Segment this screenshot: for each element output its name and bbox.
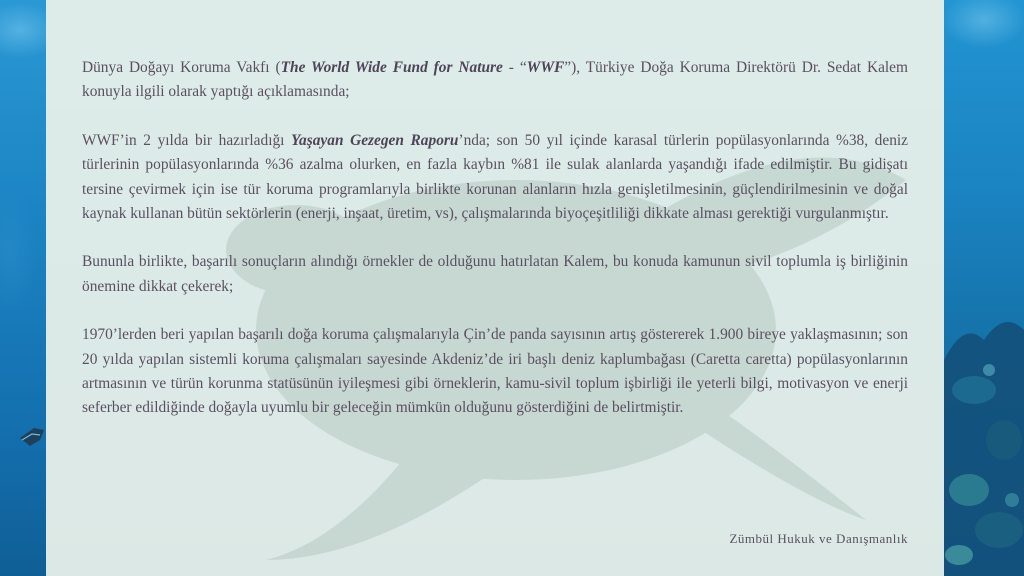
organization-name: The World Wide Fund for Nature [280, 59, 503, 76]
organization-acronym: WWF [526, 59, 565, 76]
company-signature: Zümbül Hukuk ve Danışmanlık [729, 531, 908, 546]
paragraph-4: 1970’lerden beri yapılan başarılı doğa koruma çalışmalarıyla Çin’de panda sayısının artış göstererek 1.900 bireye yaklaşmasının; son 20 yılda yapılan sistemli koruma çalışmaları sayesinde Akdeniz’de iri başlı deniz kaplumbağası (Caretta caretta) popülasyonlarının artmasının ve türün korunma statüsünün iyileşmesi gibi örneklerin, kamu-sivil toplum işbirliği ile yeterli bilgi, motivasyon ve enerji seferber edildiğinde doğayla uyumlu bir geleceğin mümkün olduğunu gösterdiğini de belirtmiştir. [82, 326, 908, 417]
ocean-background-right [944, 0, 1024, 576]
paragraph-1-text-c: ”), Türkiye Doğa Koruma Direktörü Dr. Sedat Kalem konuyla ilgili olarak yaptığı açıklamasında; [82, 59, 908, 101]
paragraph-2-text-b: ’nda; son 50 yıl içinde karasal türlerin popülasyonlarında %38, deniz türlerinin popülasyonlarında %36 azalma olurken, en fazla kaybın %81 ile sulak alanlarda yaşandığı ifade edilmiştir. Bu gidişatı tersine çevirmek için ise tür koruma programlarıyla birlikte korunan alanların hızla genişletilmesinin, güçlendirilmesinin ve doğal kaynak kullanan bütün sektörlerin (enerji, inşaat, üretim, vs), çalışmalarında biyoçeşitliliği dikkate alması gerektiği vurgulanmıştır. [82, 131, 908, 223]
text-panel [46, 0, 944, 576]
paragraph-1-text-b: - “ [502, 59, 527, 76]
paragraph-2 [82, 129, 908, 227]
fish-icon [18, 418, 46, 452]
article-body [82, 56, 908, 445]
ocean-background-left [0, 0, 46, 576]
paragraph-3: Bununla birlikte, başarılı sonuçların alındığı örnekler de olduğunu hatırlatan Kalem, bu konuda kamunun sivil toplumla iş birliğinin önemine dikkat çekerek; [82, 253, 908, 295]
paragraph-1 [82, 56, 908, 105]
coral-reef-image [944, 300, 1024, 576]
report-title: Yaşayan Gezegen Raporu [291, 131, 459, 149]
paragraph-1-text-a: Dünya Doğayı Koruma Vakfı ( [82, 59, 281, 76]
paragraph-2-text-a: WWF’in 2 yılda bir hazırladığı [82, 131, 292, 149]
